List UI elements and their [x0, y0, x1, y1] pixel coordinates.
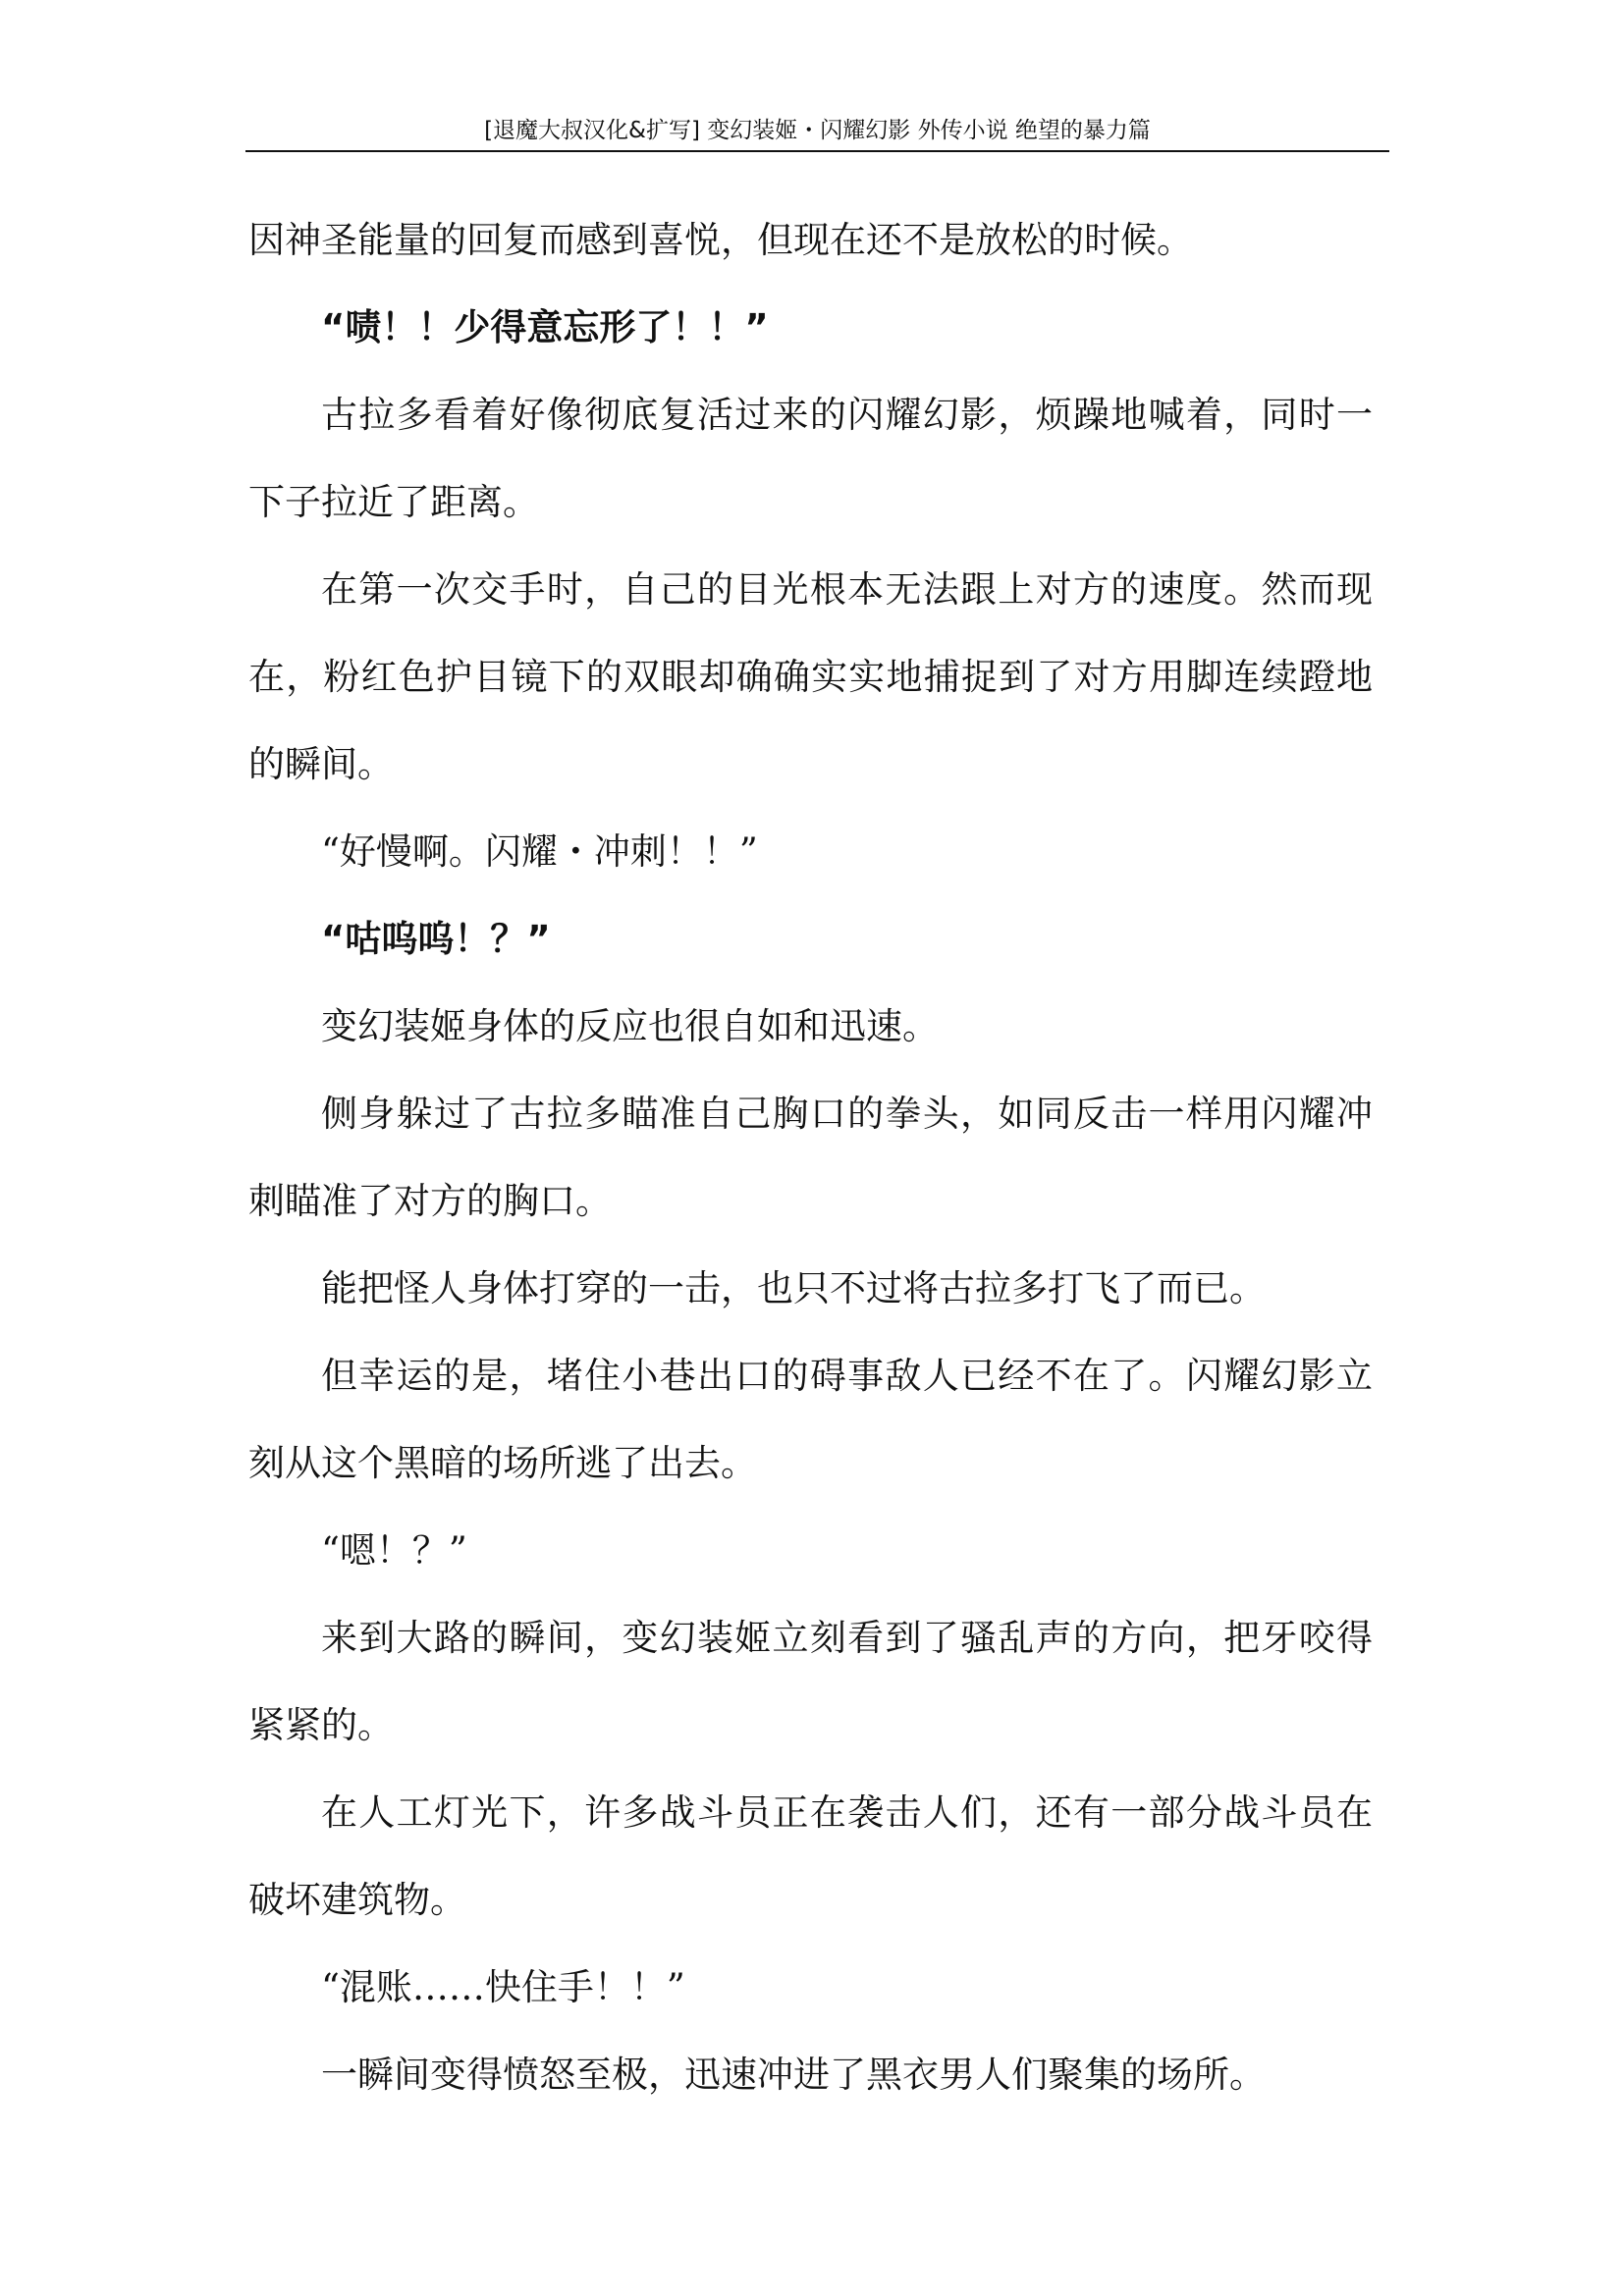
dialogue-paragraph: “混账……快住手！！” — [321, 1966, 685, 2008]
paragraph: 但幸运的是，堵住小巷出口的碍事敌人已经不在了。闪耀幻影立刻从这个黑暗的场所逃了出去。 — [248, 1355, 1373, 1484]
paragraph: 古拉多看着好像彻底复活过来的闪耀幻影，烦躁地喊着，同时一下子拉近了距离。 — [248, 394, 1373, 523]
paragraph: 在人工灯光下，许多战斗员正在袭击人们，还有一部分战斗员在破坏建筑物。 — [248, 1791, 1373, 1921]
paragraph: 在第一次交手时，自己的目光根本无法跟上对方的速度。然而现在，粉红色护目镜下的双眼却确确实实地捕捉到了对方用脚连续蹬地的瞬间。 — [248, 568, 1373, 785]
paragraph: 变幻装姬身体的反应也很自如和迅速。 — [321, 1005, 939, 1047]
dialogue-paragraph: “嗯！？” — [321, 1529, 467, 1572]
dialogue-paragraph: “啧！！少得意忘形了！！” — [321, 306, 769, 348]
paragraph: 一瞬间变得愤怒至极，迅速冲进了黑衣男人们聚集的场所。 — [321, 2054, 1266, 2096]
paragraph: 因神圣能量的回复而感到喜悦，但现在还不是放松的时候。 — [248, 219, 1193, 261]
dialogue-paragraph: “咕呜呜！？” — [321, 918, 551, 960]
running-header: [退魔大叔汉化&扩写] 变幻装姬・闪耀幻影 外传小说 绝望的暴力篇 — [484, 118, 1151, 143]
header-divider — [245, 150, 1389, 152]
paragraph: 能把怪人身体打穿的一击，也只不过将古拉多打飞了而已。 — [321, 1267, 1266, 1309]
paragraph: 来到大路的瞬间，变幻装姬立刻看到了骚乱声的方向，把牙咬得紧紧的。 — [248, 1617, 1373, 1746]
paragraph: 侧身躲过了古拉多瞄准自己胸口的拳头，如同反击一样用闪耀冲刺瞄准了对方的胸口。 — [248, 1093, 1373, 1222]
dialogue-paragraph: “好慢啊。闪耀・冲刺！！” — [321, 830, 758, 873]
body-text — [248, 196, 1373, 2118]
